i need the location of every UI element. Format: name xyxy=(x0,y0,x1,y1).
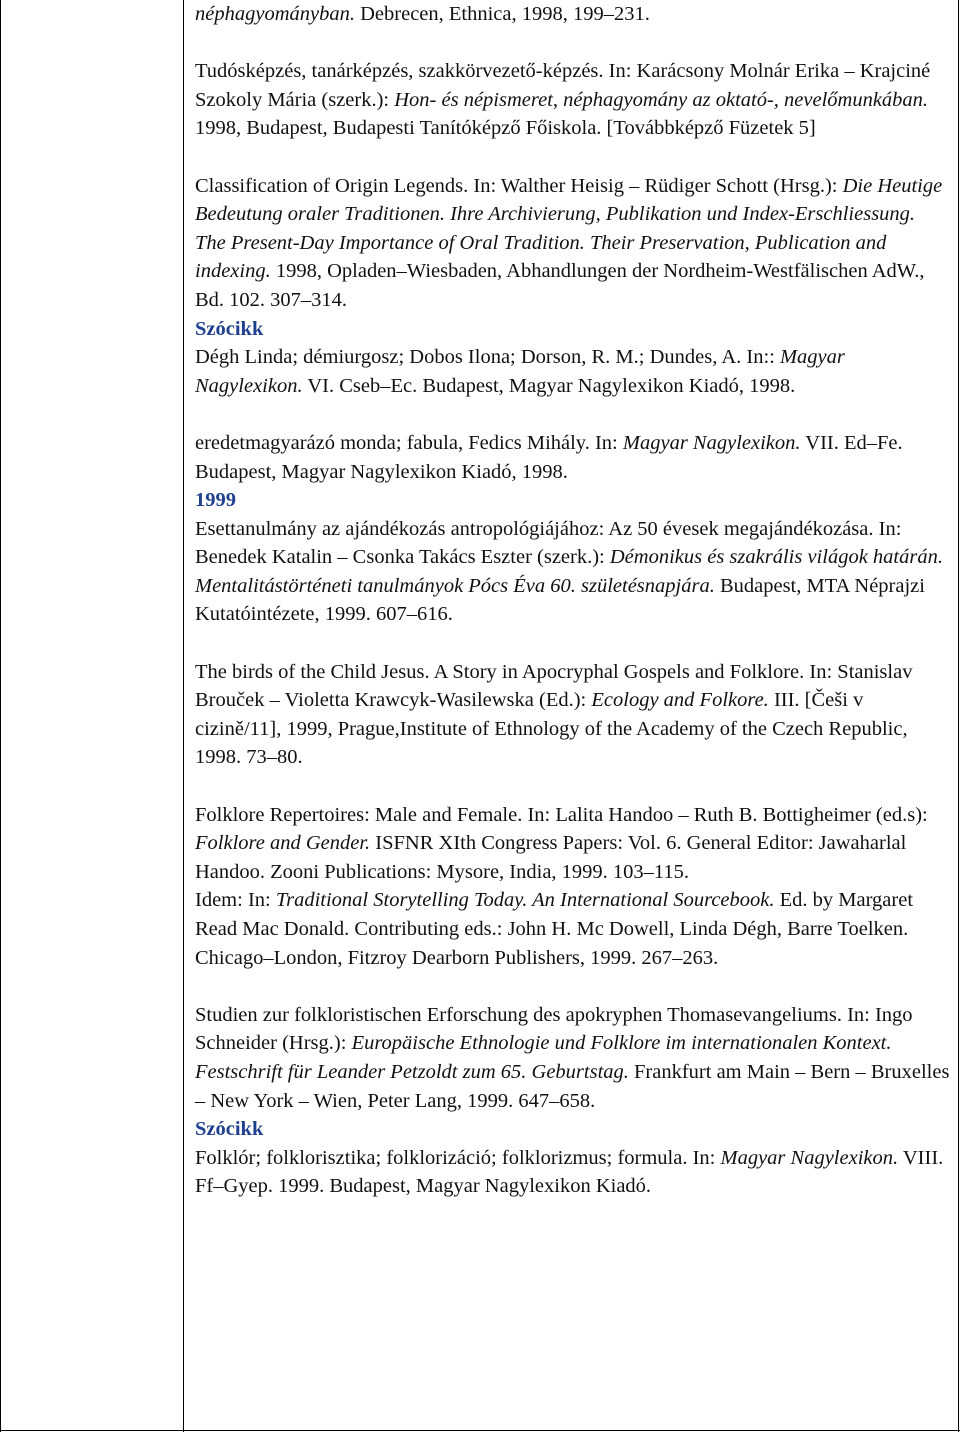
bibliography-entry xyxy=(195,886,950,972)
entry-text: III. [Češi v cizině/11], 1999, Prague,Institute of Ethnology of the Academy of the Czech Republic, 1998. 73–80. xyxy=(195,689,908,769)
entry-text: VII. Ed–Fe. Budapest, Magyar Nagylexikon Kiadó, 1998. xyxy=(195,431,903,483)
title-italic: néphagyományban. xyxy=(195,3,355,25)
table-border-bottom xyxy=(0,1430,960,1431)
title-italic: Folklore and Gender. xyxy=(195,832,371,855)
entry-text: Budapest, MTA Néprajzi Kutatóintézete, 1999. 607–616. xyxy=(195,574,925,626)
title-italic: Hon- és népismeret, néphagyomány az oktató-, nevelőmunkában. xyxy=(394,88,929,111)
table-column-divider xyxy=(183,0,184,1432)
entry-text: Classification of Origin Legends. In: Walther Heisig – Rüdiger Schott (Hrsg.): xyxy=(195,174,843,197)
table-border-right xyxy=(958,0,959,1432)
bibliography-entry xyxy=(195,801,950,887)
bibliography-entry xyxy=(195,658,950,772)
bibliography-entry xyxy=(195,1144,950,1201)
entry-text: 1998, Budapest, Budapesti Tanítóképző Főiskola. [Továbbképző Füzetek 5] xyxy=(195,117,816,140)
section-heading xyxy=(195,1115,950,1144)
bibliography-entry xyxy=(195,429,950,486)
heading-label: Szócikk xyxy=(195,317,264,340)
title-italic: Traditional Storytelling Today. An International Sourcebook. xyxy=(275,889,775,912)
title-italic: Europäische Ethnologie und Folklore im internationalen Kontext. Festschrift für Leander Petzoldt zum 65. Geburtstag. xyxy=(195,1032,892,1083)
title-italic: Magyar Nagylexikon. xyxy=(720,1146,899,1169)
entry-text: Frankfurt am Main – Bern – Bruxelles – New York – Wien, Peter Lang, 1999. 647–658. xyxy=(195,1060,950,1112)
entry-text: Idem: In: xyxy=(195,889,276,912)
entry-text: Folklór; folklorisztika; folklorizáció; folklorizmus; formula. In: xyxy=(195,1146,721,1169)
title-italic: Die Heutige Bedeutung oraler Traditionen. Ihre Archivierung, Publikation und Index-Erschliessung. The Present-Day Importance of Oral Tradition. Their Preservation, Publication and indexing. xyxy=(195,174,943,283)
bibliography-entry xyxy=(195,172,950,315)
heading-label: Szócikk xyxy=(195,1118,264,1141)
entry-text: Dégh Linda; démiurgosz; Dobos Ilona; Dorson, R. M.; Dundes, A. In:: xyxy=(195,346,780,369)
entry-text: VI. Cseb–Ec. Budapest, Magyar Nagylexikon Kiadó, 1998. xyxy=(302,374,796,397)
table-border-left xyxy=(0,0,1,1432)
entry-text: Studien zur folkloristischen Erforschung des apokryphen Thomasevangeliums. In: Ingo Schneider (Hrsg.): xyxy=(195,1003,913,1055)
title-italic: Ecology and Folkore. xyxy=(591,689,769,712)
year-heading xyxy=(195,486,950,515)
bibliography-entry xyxy=(195,57,950,143)
bibliography-entry xyxy=(195,343,950,400)
entry-text: ISFNR XIth Congress Papers: Vol. 6. General Editor: Jawaharlal Handoo. Zooni Publications: Mysore, India, 1999. 103–115. xyxy=(195,832,907,883)
entry-text: VIII. Ff–Gyep. 1999. Budapest, Magyar Nagylexikon Kiadó. xyxy=(195,1146,944,1198)
heading-label: 1999 xyxy=(195,489,236,512)
bibliography-cell xyxy=(195,0,950,1201)
bibliography-entry xyxy=(195,1001,950,1115)
entry-text: Esettanulmány az ajándékozás antropológiájához: Az 50 évesek megajándékozása. In: Benedek Katalin – Csonka Takács Eszter (szerk.): xyxy=(195,517,902,569)
entry-text: eredetmagyarázó monda; fabula, Fedics Mihály. In: xyxy=(195,431,623,454)
entry-text: The birds of the Child Jesus. A Story in Apocryphal Gospels and Folklore. In: Stanislav Brouček – Violetta Krawcyk-Wasilewska (Ed.): xyxy=(195,660,913,712)
entry-text: Tudósképzés, tanárképzés, szakkörvezető-képzés. In: Karácsony Molnár Erika – Krajciné Szokoly Mária (szerk.): xyxy=(195,60,931,111)
title-italic: Magyar Nagylexikon. xyxy=(622,431,801,454)
section-heading xyxy=(195,315,950,344)
entry-text: Ed. by Margaret Read Mac Donald. Contributing eds.: John H. Mc Dowell, Linda Dégh, Barre Toelken. Chicago–London, Fitzroy Dearborn Publishers, 1999. 267–263. xyxy=(195,889,914,969)
entry-text: 1998, Opladen–Wiesbaden, Abhandlungen der Nordheim-Westfälischen AdW., Bd. 102. 307–314. xyxy=(195,260,925,311)
title-italic: Démonikus és szakrális világok határán. Mentalitástörténeti tanulmányok Pócs Éva 60. születésnapjára. xyxy=(195,546,943,597)
bibliography-entry xyxy=(195,0,950,29)
bibliography-entry xyxy=(195,515,950,629)
entry-text: Debrecen, Ethnica, 1998, 199–231. xyxy=(354,3,650,25)
title-italic: Magyar Nagylexikon. xyxy=(195,346,845,397)
entry-text: Folklore Repertoires: Male and Female. In: Lalita Handoo – Ruth B. Bottigheimer (ed.s): xyxy=(195,803,928,826)
